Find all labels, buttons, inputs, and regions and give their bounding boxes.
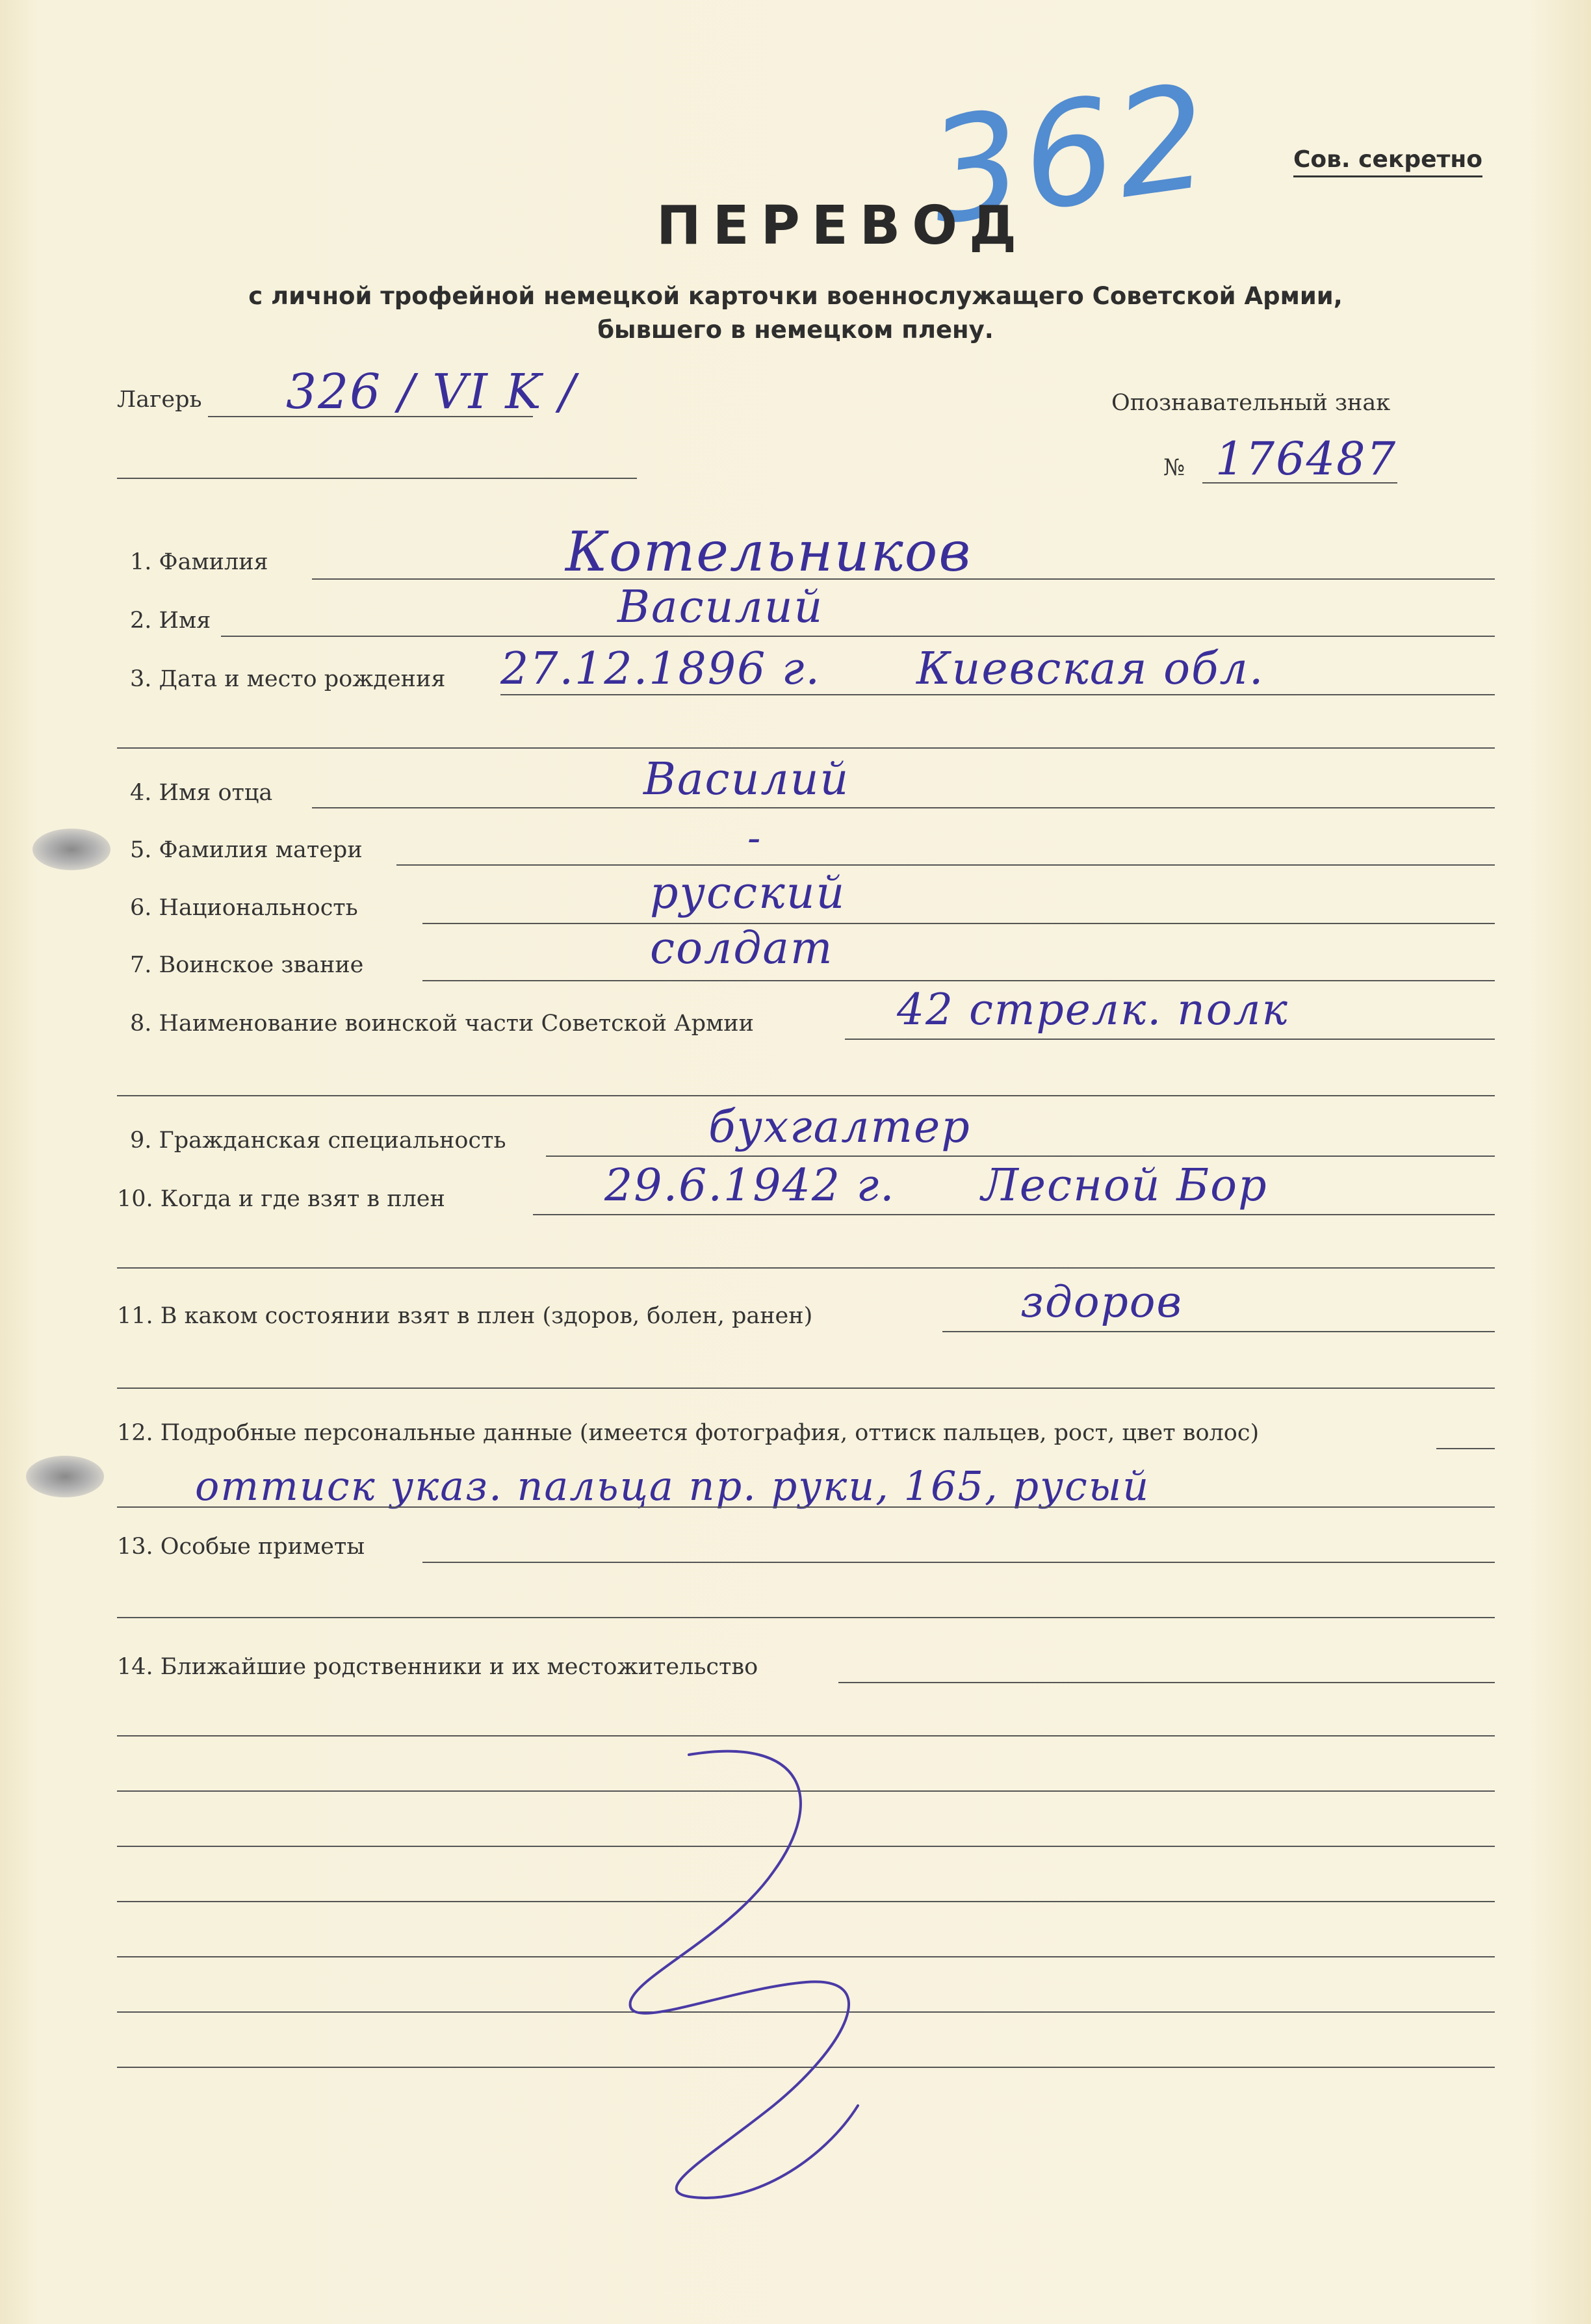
field-10-date: 29.6.1942 г. — [604, 1160, 896, 1211]
field-7-label: 7. Воинское звание — [130, 952, 364, 978]
classification-label: Сов. секретно — [1293, 146, 1482, 177]
empty-strike-mark — [611, 1742, 923, 2210]
field-1-label: 1. Фамилия — [130, 549, 268, 575]
field-8-value: 42 стрелк. полк — [897, 985, 1289, 1035]
field-12-value: оттиск указ. пальца пр. руки, 165, русый — [195, 1462, 1150, 1510]
field-8-label: 8. Наименование воинской части Советской Армии — [130, 1011, 754, 1037]
field-14-line-2 — [117, 1735, 1495, 1737]
field-7-value: солдат — [650, 923, 834, 974]
field-3-place: Киевская обл. — [916, 643, 1265, 695]
field-11-value: здоров — [1020, 1277, 1183, 1327]
field-10-label: 10. Когда и где взят в плен — [117, 1186, 445, 1212]
field-2-line — [221, 636, 1495, 637]
camp-label: Лагерь — [117, 387, 202, 413]
document-subtitle — [0, 279, 1591, 347]
field-9-label: 9. Гражданская специальность — [130, 1128, 506, 1154]
field-12-label: 12. Подробные персональные данные (имеется фотография, оттиск пальцев, рост, цвет волос) — [117, 1420, 1260, 1446]
subtitle-line-1: с личной трофейной немецкой карточки военнослужащего Советской Армии, — [248, 282, 1343, 310]
field-5-value: - — [747, 816, 762, 861]
field-13-line — [422, 1562, 1495, 1563]
field-3-line-2 — [117, 747, 1495, 749]
hole-punch — [32, 829, 110, 870]
field-9-value: бухгалтер — [708, 1102, 971, 1153]
field-4-label: 4. Имя отца — [130, 780, 273, 806]
field-4-line — [312, 807, 1495, 808]
field-10-place: Лесной Бор — [981, 1160, 1268, 1211]
field-6-line — [422, 923, 1495, 924]
id-tag-value: 176487 — [1215, 432, 1397, 485]
field-5-line — [396, 864, 1495, 866]
field-2-label: 2. Имя — [130, 608, 211, 634]
field-6-label: 6. Национальность — [130, 895, 358, 921]
field-11-line — [942, 1331, 1495, 1332]
camp-value: 326 / VI K / — [286, 364, 577, 420]
field-4-value: Василий — [643, 754, 850, 805]
field-2-value: Василий — [617, 582, 824, 633]
stamp-number: 362 — [919, 53, 1221, 257]
document-title: ПЕРЕВОД — [656, 195, 1028, 257]
field-9-line — [546, 1156, 1495, 1157]
field-8-line-2 — [117, 1095, 1495, 1096]
field-6-value: русский — [650, 868, 846, 919]
field-3-label: 3. Дата и место рождения — [130, 666, 446, 692]
field-13-line-2 — [117, 1617, 1495, 1618]
field-12-line-2 — [117, 1506, 1495, 1508]
field-10-line — [533, 1214, 1495, 1215]
field-10-line-2 — [117, 1267, 1495, 1269]
field-11-label: 11. В каком состоянии взят в плен (здоров, болен, ранен) — [117, 1303, 813, 1329]
field-1-value: Котельников — [565, 520, 972, 584]
field-7-line — [422, 980, 1495, 981]
field-12-line — [1436, 1448, 1495, 1449]
id-tag-number-sign: № — [1163, 455, 1185, 481]
field-11-line-2 — [117, 1388, 1495, 1389]
subtitle-line-2: бывшего в немецком плену. — [597, 316, 994, 344]
field-3-date: 27.12.1896 г. — [500, 643, 821, 695]
hole-punch — [26, 1456, 104, 1497]
field-5-label: 5. Фамилия матери — [130, 837, 363, 863]
id-tag-label: Опознавательный знак — [1111, 390, 1391, 416]
field-14-label: 14. Ближайшие родственники и их местожительство — [117, 1654, 758, 1680]
field-13-label: 13. Особые приметы — [117, 1534, 365, 1560]
camp-line-2 — [117, 478, 637, 479]
field-14-line — [838, 1682, 1495, 1683]
field-8-line — [845, 1039, 1495, 1040]
